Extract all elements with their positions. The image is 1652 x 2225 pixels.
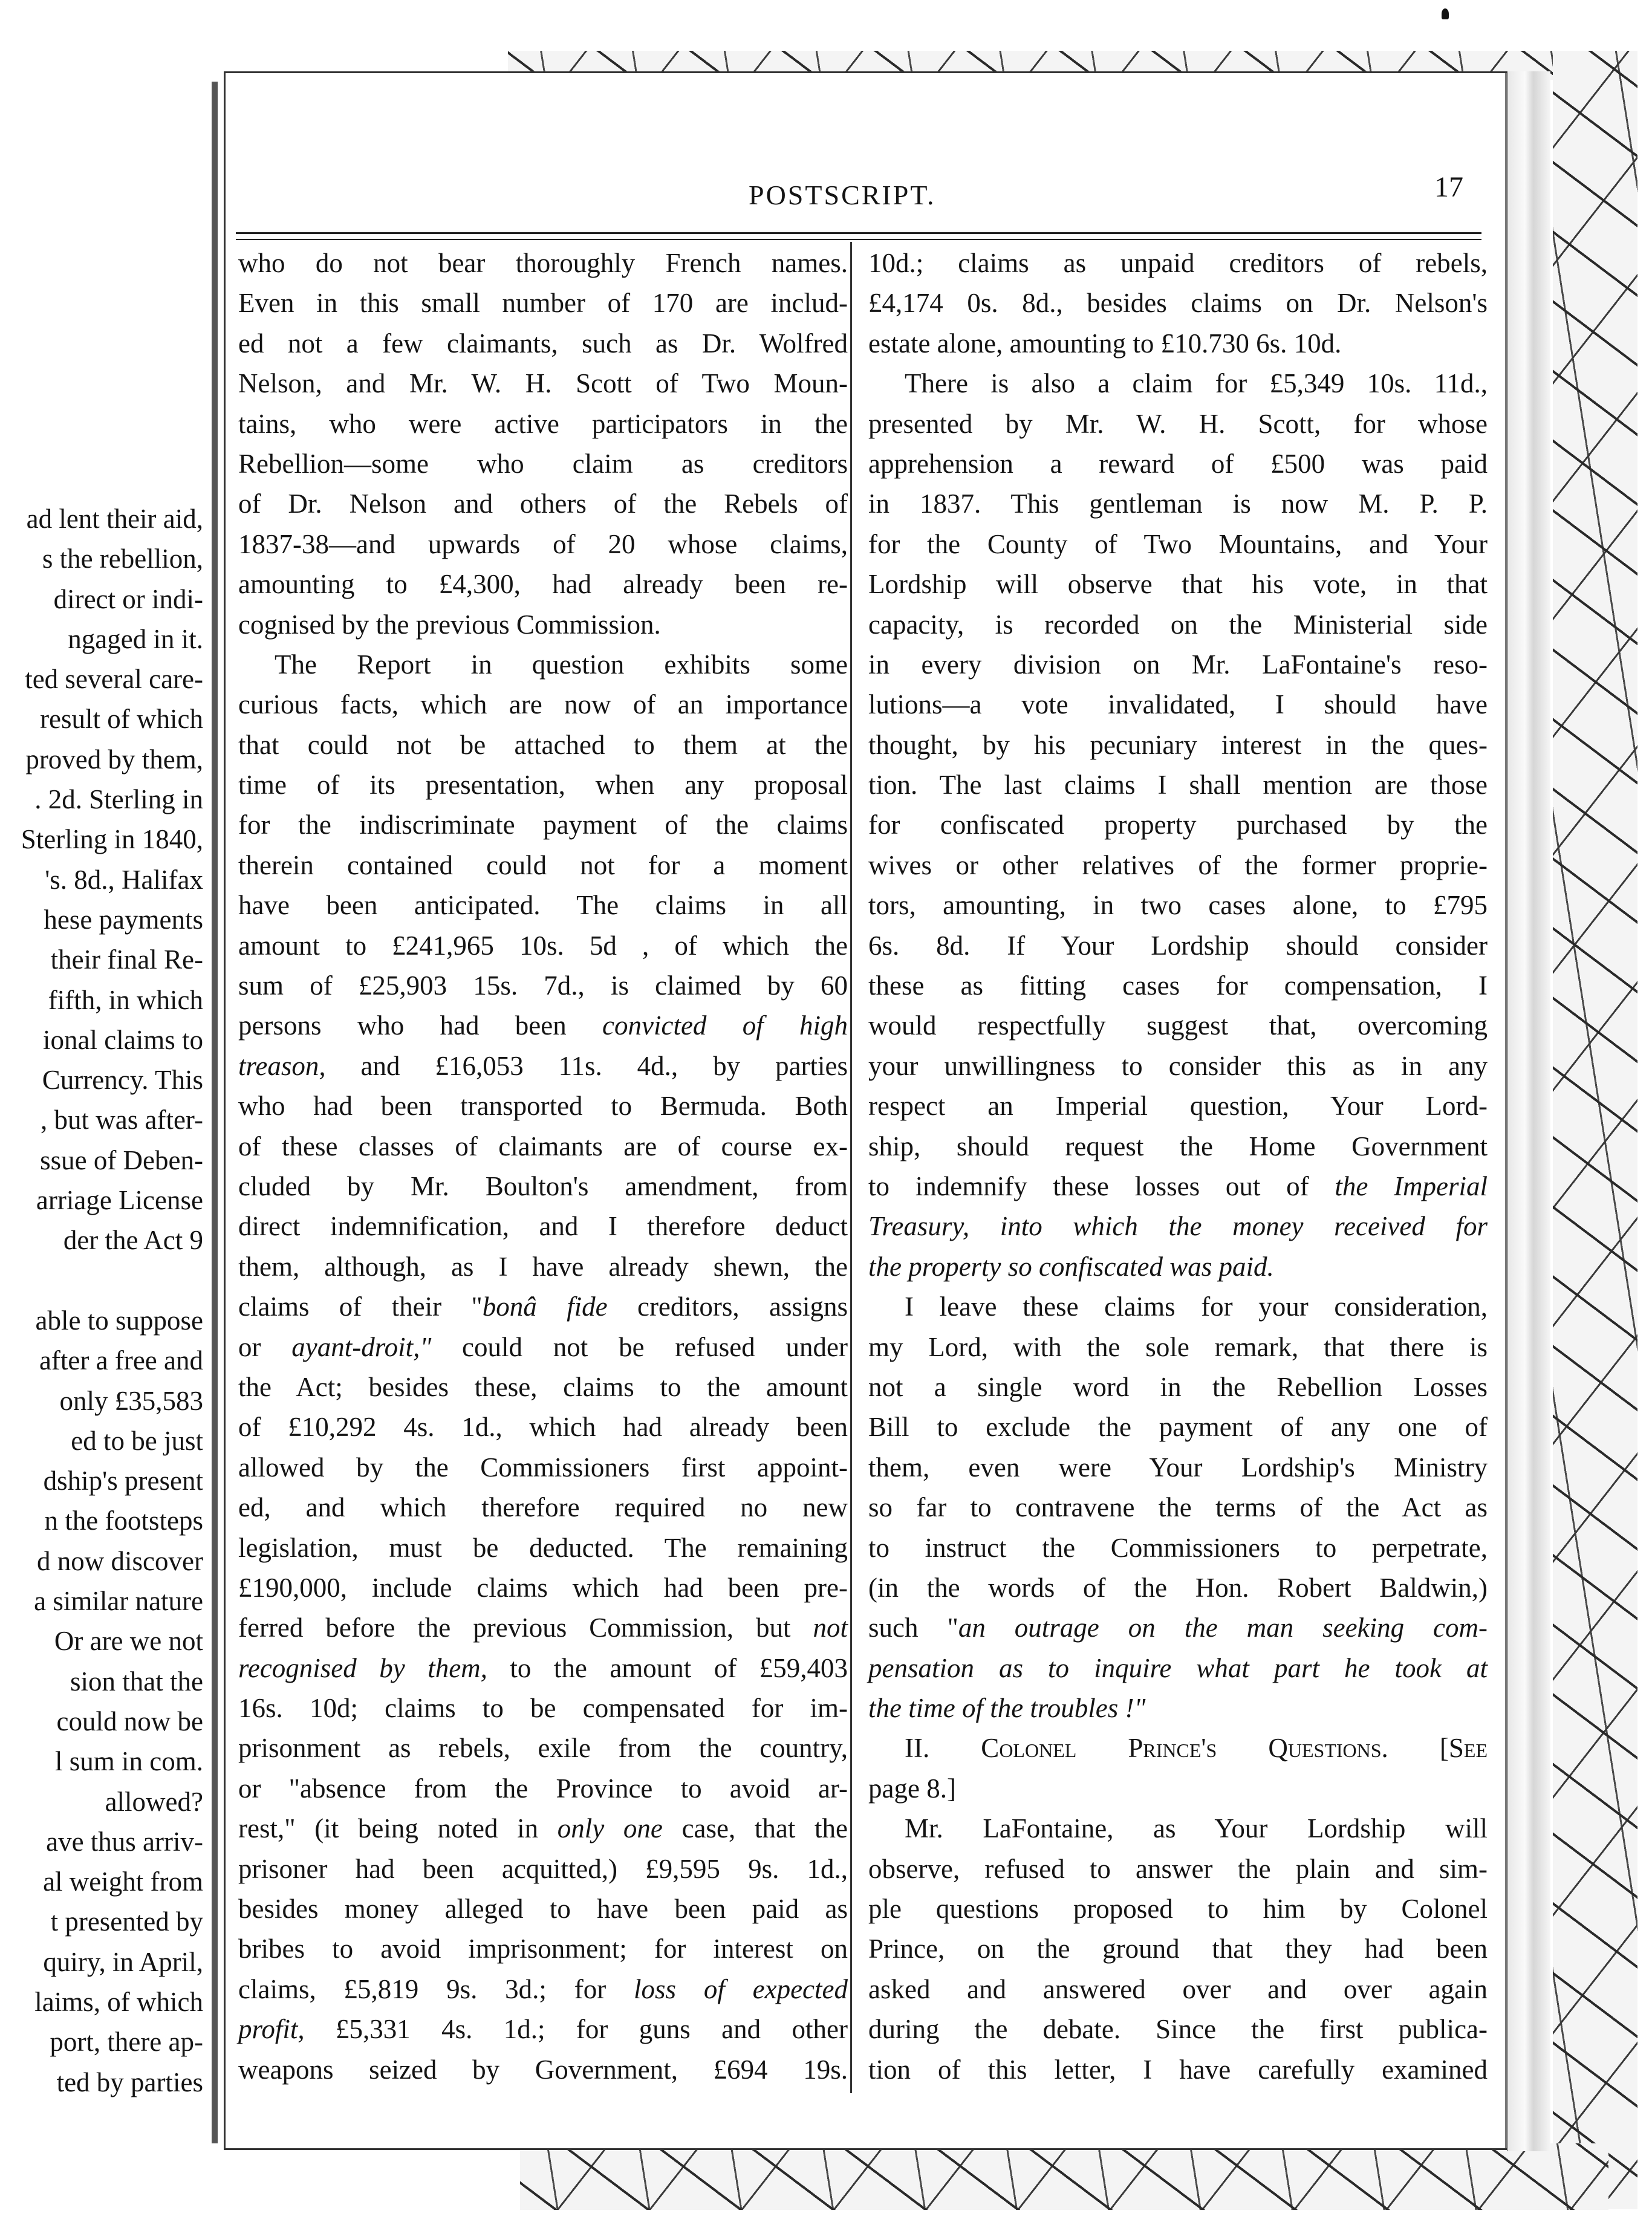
text-line: would respectfully suggest that, overcoming — [868, 1010, 1488, 1041]
text-line: so far to contravene the terms of the Act as — [868, 1492, 1488, 1523]
text-line: There is also a claim for £5,349 10s. 11d., — [905, 368, 1488, 399]
marbled-cover-bottom — [520, 2143, 1608, 2210]
text-line: £4,174 0s. 8d., besides claims on Dr. Nelson's — [868, 288, 1488, 319]
text-line: who had been transported to Bermuda. Both — [238, 1091, 848, 1122]
text-line: (in the words of the Hon. Robert Baldwin,) — [868, 1572, 1488, 1603]
left-page-line: Or are we not — [54, 1626, 203, 1657]
left-page-fragment — [0, 82, 218, 2143]
left-page-line: l sum in com. — [55, 1746, 203, 1777]
text-line: time of its presentation, when any proposal — [238, 770, 848, 801]
left-page-line: laims, of which — [34, 1986, 203, 2017]
text-line: your unwillingness to consider this as in any — [868, 1050, 1488, 1081]
text-line: Even in this small number of 170 are includ- — [238, 288, 848, 319]
left-page-line: hese payments — [44, 904, 203, 935]
text-line: capacity, is recorded on the Ministerial side — [868, 609, 1488, 640]
text-line: that could not be attached to them at the — [238, 729, 848, 760]
text-line: observe, refused to answer the plain and sim- — [868, 1853, 1488, 1884]
left-page-line: fifth, in which — [48, 984, 203, 1015]
text-line: thought, by his pecuniary interest in the ques- — [868, 729, 1488, 760]
text-line: the time of the troubles !" — [868, 1693, 1146, 1724]
left-page-line: ssue of Deben- — [40, 1145, 203, 1175]
left-page-line: ted by parties — [56, 2067, 203, 2097]
header-rule — [236, 232, 1481, 240]
scan-speck — [1442, 8, 1449, 19]
text-line: them, although, as I have already shewn, the — [238, 1251, 848, 1282]
left-page-line: able to suppose — [35, 1305, 203, 1336]
text-line: allowed by the Commissioners first appoint- — [238, 1452, 848, 1483]
text-line: bribes to avoid imprisonment; for interest on — [238, 1934, 848, 1964]
text-line: apprehension a reward of £500 was paid — [868, 448, 1488, 479]
text-line: Lordship will observe that his vote, in that — [868, 569, 1488, 600]
text-line: of Dr. Nelson and others of the Rebels of — [238, 489, 848, 519]
text-line: respect an Imperial question, Your Lord- — [868, 1091, 1488, 1122]
text-line: ferred before the previous Commission, but not — [238, 1613, 848, 1643]
left-page-line: . 2d. Sterling in — [34, 784, 203, 815]
left-page-line: after a free and — [39, 1345, 203, 1376]
left-page-line: ted several care- — [25, 664, 203, 695]
text-line: who do not bear thoroughly French names. — [238, 248, 848, 278]
left-page-line: ed to be just — [71, 1425, 203, 1456]
right-column — [868, 243, 1488, 2090]
text-line: in 1837. This gentleman is now M. P. P. — [868, 489, 1488, 519]
text-line: not a single word in the Rebellion Losses — [868, 1371, 1488, 1402]
left-page-line: , but was after- — [41, 1105, 203, 1135]
left-page-line: s the rebellion, — [42, 544, 203, 574]
left-page-line: der the Act 9 — [63, 1225, 203, 1256]
page-number: 17 — [1434, 171, 1463, 203]
text-line: Bill to exclude the payment of any one of — [868, 1412, 1488, 1443]
text-line: profit, £5,331 4s. 1d.; for guns and other — [238, 2014, 848, 2045]
left-page-line: dship's present — [43, 1466, 203, 1496]
text-line: besides money alleged to have been paid as — [238, 1894, 848, 1925]
text-line: treason, and £16,053 11s. 4d., by parties — [238, 1050, 848, 1081]
text-line: persons who had been convicted of high — [238, 1010, 848, 1041]
text-line: claims of their "bonâ fide creditors, assigns — [238, 1291, 848, 1322]
left-page-line: 's. 8d., Halifax — [45, 864, 203, 895]
text-line: The Report in question exhibits some — [275, 649, 848, 680]
text-line: wives or other relatives of the former proprie- — [868, 849, 1488, 880]
left-page-line: ngaged in it. — [68, 623, 203, 654]
text-line: the Act; besides these, claims to the amount — [238, 1371, 848, 1402]
text-line: estate alone, amounting to £10.730 6s. 10d. — [868, 328, 1342, 359]
left-page-line: arriage License — [36, 1185, 203, 1216]
text-line: to indemnify these losses out of the Imperial — [868, 1171, 1488, 1201]
left-page-line: Currency. This — [42, 1065, 203, 1096]
text-line: during the debate. Since the first publica- — [868, 2014, 1488, 2045]
left-page-line: al weight from — [43, 1866, 203, 1897]
text-line: weapons seized by Government, £694 19s. — [238, 2054, 848, 2085]
left-page-line: their final Re- — [50, 944, 203, 975]
text-line: tors, amounting, in two cases alone, to £795 — [868, 890, 1488, 921]
text-line: therein contained could not for a moment — [238, 849, 848, 880]
page-edge — [1507, 71, 1550, 2151]
left-page-line: Sterling in 1840, — [21, 824, 203, 855]
text-line: curious facts, which are now of an importance — [238, 689, 848, 720]
left-page-line: d now discover — [37, 1545, 203, 1576]
left-page-line: direct or indi- — [53, 583, 203, 614]
text-line: tains, who were active participators in the — [238, 408, 848, 439]
left-page-line: quiry, in April, — [43, 1946, 203, 1977]
left-page-line: a similar nature — [34, 1586, 203, 1617]
text-line: ship, should request the Home Government — [868, 1131, 1488, 1161]
text-line: presented by Mr. W. H. Scott, for whose — [868, 408, 1488, 439]
left-page-line: port, there ap- — [50, 2027, 203, 2058]
text-line: asked and answered over and over again — [868, 1973, 1488, 2004]
text-line: Nelson, and Mr. W. H. Scott of Two Moun- — [238, 368, 848, 399]
text-line: tion of this letter, I have carefully examined — [868, 2054, 1488, 2085]
text-line: or ayant-droit," could not be refused under — [238, 1331, 848, 1362]
text-line: rest," (it being noted in only one case, that the — [238, 1813, 848, 1844]
left-page-line: ional claims to — [43, 1024, 203, 1055]
text-line: lutions—a vote invalidated, I should have — [868, 689, 1488, 720]
text-line: or "absence from the Province to avoid ar- — [238, 1773, 848, 1804]
text-line: ple questions proposed to him by Colonel — [868, 1894, 1488, 1925]
text-line: 10d.; claims as unpaid creditors of rebels, — [868, 248, 1488, 278]
text-line: to instruct the Commissioners to perpetrate, — [868, 1532, 1488, 1563]
text-line: direct indemnification, and I therefore deduct — [238, 1211, 848, 1242]
text-line: I leave these claims for your consideration, — [905, 1291, 1488, 1322]
left-page-line: proved by them, — [25, 744, 203, 775]
text-line: recognised by them, to the amount of £59,403 — [238, 1652, 848, 1683]
text-line: for confiscated property purchased by the — [868, 810, 1488, 840]
text-line: cluded by Mr. Boulton's amendment, from — [238, 1171, 848, 1201]
text-line: have been anticipated. The claims in all — [238, 890, 848, 921]
text-line: 16s. 10d; claims to be compensated for im- — [238, 1693, 848, 1724]
text-line: the property so confiscated was paid. — [868, 1251, 1274, 1282]
column-rule — [850, 242, 852, 2093]
left-page-line: could now be — [56, 1706, 203, 1736]
text-line: £190,000, include claims which had been pre- — [238, 1572, 848, 1603]
text-line: amount to £241,965 10s. 5d , of which the — [238, 930, 848, 961]
text-line: cognised by the previous Commission. — [238, 609, 661, 640]
text-line: for the indiscriminate payment of the claims — [238, 810, 848, 840]
running-head: POSTSCRIPT. — [749, 180, 936, 210]
section-heading: II. Colonel Prince's Questions. [See — [905, 1733, 1488, 1764]
text-line: prisonment as rebels, exile from the country, — [238, 1733, 848, 1764]
left-page-line: only £35,583 — [59, 1385, 203, 1416]
left-page-text — [0, 499, 203, 2102]
text-line: ed not a few claimants, such as Dr. Wolfred — [238, 328, 848, 359]
text-line: claims, £5,819 9s. 3d.; for loss of expected — [238, 1973, 848, 2004]
text-line: for the County of Two Mountains, and Your — [868, 528, 1488, 559]
text-line: Prince, on the ground that they had been — [868, 1934, 1488, 1964]
left-page-line: n the footsteps — [44, 1506, 203, 1536]
left-page-line: result of which — [40, 704, 203, 735]
text-line: tion. The last claims I shall mention are those — [868, 770, 1488, 801]
text-line: page 8.] — [868, 1773, 956, 1804]
text-line: ed, and which therefore required no new — [238, 1492, 848, 1523]
left-page-line: t presented by — [50, 1906, 203, 1937]
left-column — [238, 243, 848, 2090]
text-line: such "an outrage on the man seeking com- — [868, 1613, 1488, 1643]
text-line: of these classes of claimants are of course ex- — [238, 1131, 848, 1161]
left-page-line: allowed? — [105, 1786, 203, 1817]
text-line: sum of £25,903 15s. 7d., is claimed by 60 — [238, 970, 848, 1001]
left-page-line: ad lent their aid, — [26, 504, 203, 534]
text-line: 6s. 8d. If Your Lordship should consider — [868, 930, 1488, 961]
text-line: amounting to £4,300, had already been re- — [238, 569, 848, 600]
text-line: Rebellion—some who claim as creditors — [238, 448, 848, 479]
text-line: legislation, must be deducted. The remaining — [238, 1532, 848, 1563]
text-line: my Lord, with the sole remark, that there is — [868, 1331, 1488, 1362]
text-line: these as fitting cases for compensation, I — [868, 970, 1488, 1001]
text-line: Treasury, into which the money received for — [868, 1211, 1488, 1242]
left-page-line: ave thus arriv- — [46, 1826, 203, 1857]
text-line: them, even were Your Lordship's Ministry — [868, 1452, 1488, 1483]
text-line: prisoner had been acquitted,) £9,595 9s. 1d., — [238, 1853, 848, 1884]
text-line: Mr. LaFontaine, as Your Lordship will — [905, 1813, 1488, 1844]
marbled-cover-right — [1553, 51, 1637, 2209]
text-line: in every division on Mr. LaFontaine's reso- — [868, 649, 1488, 680]
text-line: pensation as to inquire what part he took at — [868, 1652, 1488, 1683]
left-page-line: sion that the — [70, 1666, 203, 1697]
text-line: of £10,292 4s. 1d., which had already been — [238, 1412, 848, 1443]
left-page-line — [0, 1261, 203, 1301]
text-line: 1837-38—and upwards of 20 whose claims, — [238, 528, 848, 559]
